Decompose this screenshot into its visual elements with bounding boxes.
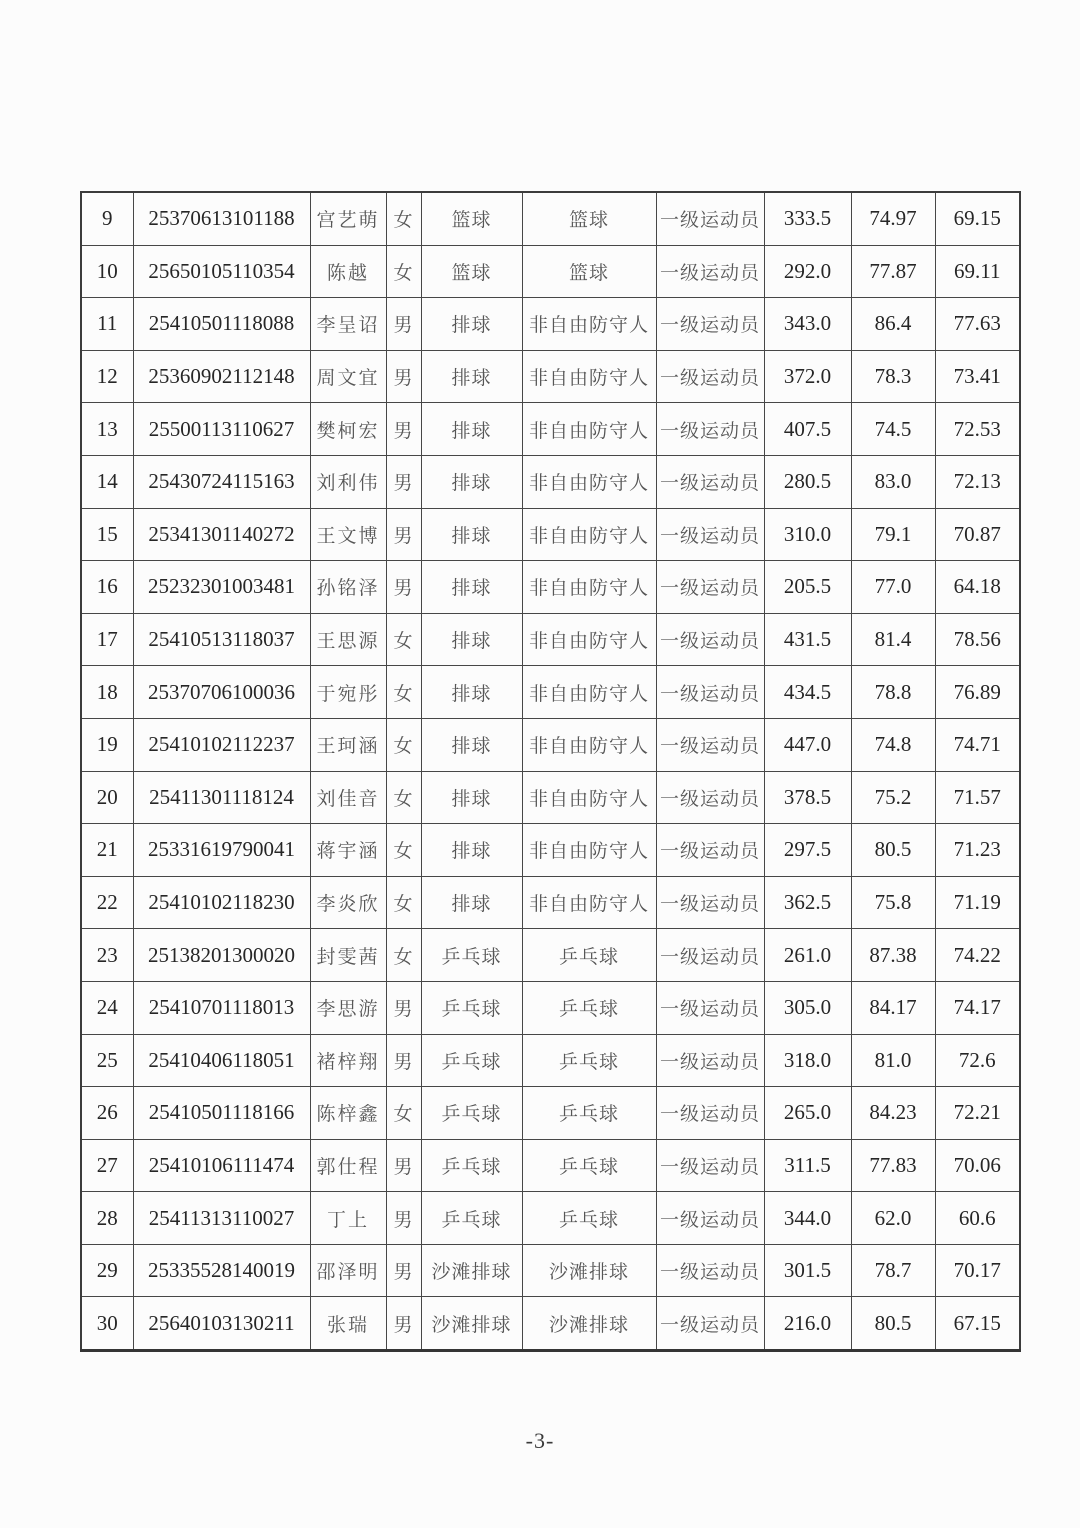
cell-athlete-level: 一级运动员 bbox=[656, 1192, 764, 1245]
cell-row-number: 15 bbox=[81, 508, 133, 561]
cell-score-1: 318.0 bbox=[764, 1034, 851, 1087]
cell-score-3: 71.19 bbox=[935, 876, 1020, 929]
cell-score-3: 71.23 bbox=[935, 824, 1020, 877]
table-row bbox=[81, 824, 1020, 877]
table-row bbox=[81, 192, 1020, 245]
cell-score-3: 72.13 bbox=[935, 455, 1020, 508]
cell-score-2: 86.4 bbox=[851, 298, 935, 351]
cell-row-number: 24 bbox=[81, 981, 133, 1034]
cell-position: 非自由防守人 bbox=[522, 613, 656, 666]
cell-name: 刘佳音 bbox=[310, 771, 386, 824]
cell-row-number: 10 bbox=[81, 245, 133, 298]
cell-sport: 排球 bbox=[421, 824, 522, 877]
cell-sport: 沙滩排球 bbox=[421, 1244, 522, 1297]
cell-athlete-level: 一级运动员 bbox=[656, 1034, 764, 1087]
cell-gender: 男 bbox=[386, 1297, 421, 1351]
cell-athlete-level: 一级运动员 bbox=[656, 508, 764, 561]
cell-position: 沙滩排球 bbox=[522, 1244, 656, 1297]
cell-gender: 女 bbox=[386, 1087, 421, 1140]
cell-athlete-level: 一级运动员 bbox=[656, 718, 764, 771]
table-row bbox=[81, 876, 1020, 929]
cell-row-number: 23 bbox=[81, 929, 133, 982]
table-row bbox=[81, 245, 1020, 298]
cell-score-1: 407.5 bbox=[764, 403, 851, 456]
cell-score-3: 60.6 bbox=[935, 1192, 1020, 1245]
cell-score-1: 378.5 bbox=[764, 771, 851, 824]
cell-position: 乒乓球 bbox=[522, 1034, 656, 1087]
cell-exam-id: 25430724115163 bbox=[133, 455, 310, 508]
cell-exam-id: 25410102118230 bbox=[133, 876, 310, 929]
cell-gender: 男 bbox=[386, 403, 421, 456]
cell-sport: 乒乓球 bbox=[421, 1139, 522, 1192]
cell-score-2: 74.97 bbox=[851, 192, 935, 245]
cell-score-1: 216.0 bbox=[764, 1297, 851, 1351]
cell-row-number: 26 bbox=[81, 1087, 133, 1140]
cell-gender: 男 bbox=[386, 981, 421, 1034]
cell-score-3: 67.15 bbox=[935, 1297, 1020, 1351]
cell-athlete-level: 一级运动员 bbox=[656, 613, 764, 666]
cell-gender: 男 bbox=[386, 298, 421, 351]
cell-score-1: 301.5 bbox=[764, 1244, 851, 1297]
cell-score-3: 64.18 bbox=[935, 561, 1020, 614]
cell-gender: 女 bbox=[386, 718, 421, 771]
cell-score-3: 69.15 bbox=[935, 192, 1020, 245]
cell-athlete-level: 一级运动员 bbox=[656, 929, 764, 982]
cell-score-1: 431.5 bbox=[764, 613, 851, 666]
cell-score-1: 310.0 bbox=[764, 508, 851, 561]
cell-exam-id: 25410501118088 bbox=[133, 298, 310, 351]
cell-exam-id: 25650105110354 bbox=[133, 245, 310, 298]
cell-gender: 女 bbox=[386, 824, 421, 877]
cell-sport: 排球 bbox=[421, 508, 522, 561]
cell-name: 李炎欣 bbox=[310, 876, 386, 929]
cell-gender: 男 bbox=[386, 508, 421, 561]
cell-exam-id: 25500113110627 bbox=[133, 403, 310, 456]
table-row bbox=[81, 403, 1020, 456]
cell-score-2: 80.5 bbox=[851, 824, 935, 877]
cell-name: 孙铭泽 bbox=[310, 561, 386, 614]
cell-score-1: 344.0 bbox=[764, 1192, 851, 1245]
cell-sport: 排球 bbox=[421, 613, 522, 666]
cell-athlete-level: 一级运动员 bbox=[656, 245, 764, 298]
cell-name: 蒋宇涵 bbox=[310, 824, 386, 877]
cell-score-1: 311.5 bbox=[764, 1139, 851, 1192]
cell-score-3: 70.87 bbox=[935, 508, 1020, 561]
cell-athlete-level: 一级运动员 bbox=[656, 403, 764, 456]
cell-score-3: 69.11 bbox=[935, 245, 1020, 298]
cell-athlete-level: 一级运动员 bbox=[656, 561, 764, 614]
cell-row-number: 18 bbox=[81, 666, 133, 719]
athlete-roster-table bbox=[80, 191, 1021, 1352]
cell-position: 非自由防守人 bbox=[522, 298, 656, 351]
cell-position: 乒乓球 bbox=[522, 981, 656, 1034]
cell-row-number: 16 bbox=[81, 561, 133, 614]
cell-score-3: 76.89 bbox=[935, 666, 1020, 719]
cell-exam-id: 25411301118124 bbox=[133, 771, 310, 824]
table-row bbox=[81, 1192, 1020, 1245]
cell-sport: 排球 bbox=[421, 350, 522, 403]
cell-score-1: 447.0 bbox=[764, 718, 851, 771]
cell-name: 褚梓翔 bbox=[310, 1034, 386, 1087]
cell-name: 邵泽明 bbox=[310, 1244, 386, 1297]
cell-sport: 乒乓球 bbox=[421, 981, 522, 1034]
cell-gender: 男 bbox=[386, 455, 421, 508]
cell-row-number: 11 bbox=[81, 298, 133, 351]
cell-score-3: 70.17 bbox=[935, 1244, 1020, 1297]
cell-name: 周文宜 bbox=[310, 350, 386, 403]
cell-score-3: 72.53 bbox=[935, 403, 1020, 456]
cell-score-3: 78.56 bbox=[935, 613, 1020, 666]
cell-position: 非自由防守人 bbox=[522, 561, 656, 614]
table-row bbox=[81, 508, 1020, 561]
cell-sport: 篮球 bbox=[421, 192, 522, 245]
cell-row-number: 25 bbox=[81, 1034, 133, 1087]
cell-gender: 男 bbox=[386, 1034, 421, 1087]
table-row bbox=[81, 1034, 1020, 1087]
cell-name: 樊柯宏 bbox=[310, 403, 386, 456]
cell-sport: 排球 bbox=[421, 666, 522, 719]
cell-name: 王思源 bbox=[310, 613, 386, 666]
cell-gender: 女 bbox=[386, 929, 421, 982]
cell-row-number: 22 bbox=[81, 876, 133, 929]
cell-name: 陈梓鑫 bbox=[310, 1087, 386, 1140]
cell-athlete-level: 一级运动员 bbox=[656, 981, 764, 1034]
cell-row-number: 28 bbox=[81, 1192, 133, 1245]
cell-exam-id: 25410501118166 bbox=[133, 1087, 310, 1140]
cell-sport: 乒乓球 bbox=[421, 1192, 522, 1245]
cell-score-2: 77.0 bbox=[851, 561, 935, 614]
cell-score-2: 81.4 bbox=[851, 613, 935, 666]
table-row bbox=[81, 298, 1020, 351]
cell-exam-id: 25232301003481 bbox=[133, 561, 310, 614]
cell-exam-id: 25410106111474 bbox=[133, 1139, 310, 1192]
cell-exam-id: 25341301140272 bbox=[133, 508, 310, 561]
cell-score-1: 265.0 bbox=[764, 1087, 851, 1140]
cell-exam-id: 25640103130211 bbox=[133, 1297, 310, 1351]
cell-score-1: 261.0 bbox=[764, 929, 851, 982]
cell-row-number: 29 bbox=[81, 1244, 133, 1297]
cell-score-3: 74.17 bbox=[935, 981, 1020, 1034]
cell-sport: 排球 bbox=[421, 561, 522, 614]
cell-score-1: 205.5 bbox=[764, 561, 851, 614]
page-number: -3- bbox=[525, 1428, 555, 1453]
cell-exam-id: 25410102112237 bbox=[133, 718, 310, 771]
cell-exam-id: 25410701118013 bbox=[133, 981, 310, 1034]
cell-athlete-level: 一级运动员 bbox=[656, 1139, 764, 1192]
cell-row-number: 21 bbox=[81, 824, 133, 877]
cell-position: 篮球 bbox=[522, 245, 656, 298]
cell-score-2: 75.8 bbox=[851, 876, 935, 929]
cell-name: 刘利伟 bbox=[310, 455, 386, 508]
cell-athlete-level: 一级运动员 bbox=[656, 1244, 764, 1297]
cell-gender: 女 bbox=[386, 771, 421, 824]
table-row bbox=[81, 981, 1020, 1034]
cell-score-1: 434.5 bbox=[764, 666, 851, 719]
cell-gender: 男 bbox=[386, 1244, 421, 1297]
cell-position: 乒乓球 bbox=[522, 1087, 656, 1140]
cell-row-number: 14 bbox=[81, 455, 133, 508]
cell-row-number: 9 bbox=[81, 192, 133, 245]
table-row bbox=[81, 613, 1020, 666]
table-row bbox=[81, 350, 1020, 403]
cell-score-1: 292.0 bbox=[764, 245, 851, 298]
cell-athlete-level: 一级运动员 bbox=[656, 455, 764, 508]
cell-name: 宫艺萌 bbox=[310, 192, 386, 245]
cell-position: 乒乓球 bbox=[522, 1139, 656, 1192]
cell-score-2: 79.1 bbox=[851, 508, 935, 561]
table-row bbox=[81, 455, 1020, 508]
table-row bbox=[81, 718, 1020, 771]
table-row bbox=[81, 771, 1020, 824]
cell-name: 张瑞 bbox=[310, 1297, 386, 1351]
cell-position: 沙滩排球 bbox=[522, 1297, 656, 1351]
cell-athlete-level: 一级运动员 bbox=[656, 876, 764, 929]
cell-row-number: 13 bbox=[81, 403, 133, 456]
cell-position: 非自由防守人 bbox=[522, 508, 656, 561]
cell-sport: 排球 bbox=[421, 718, 522, 771]
cell-row-number: 17 bbox=[81, 613, 133, 666]
table-row bbox=[81, 1297, 1020, 1351]
cell-score-2: 84.17 bbox=[851, 981, 935, 1034]
cell-position: 非自由防守人 bbox=[522, 666, 656, 719]
cell-score-1: 362.5 bbox=[764, 876, 851, 929]
cell-athlete-level: 一级运动员 bbox=[656, 350, 764, 403]
cell-gender: 女 bbox=[386, 192, 421, 245]
cell-score-2: 78.8 bbox=[851, 666, 935, 719]
cell-score-2: 75.2 bbox=[851, 771, 935, 824]
cell-score-1: 333.5 bbox=[764, 192, 851, 245]
cell-position: 非自由防守人 bbox=[522, 350, 656, 403]
cell-name: 丁上 bbox=[310, 1192, 386, 1245]
cell-sport: 沙滩排球 bbox=[421, 1297, 522, 1351]
cell-gender: 女 bbox=[386, 876, 421, 929]
cell-position: 非自由防守人 bbox=[522, 824, 656, 877]
cell-position: 非自由防守人 bbox=[522, 403, 656, 456]
cell-position: 非自由防守人 bbox=[522, 718, 656, 771]
cell-score-2: 78.7 bbox=[851, 1244, 935, 1297]
cell-name: 李呈诏 bbox=[310, 298, 386, 351]
cell-score-3: 72.6 bbox=[935, 1034, 1020, 1087]
cell-score-2: 77.87 bbox=[851, 245, 935, 298]
cell-position: 非自由防守人 bbox=[522, 455, 656, 508]
cell-sport: 乒乓球 bbox=[421, 1087, 522, 1140]
cell-athlete-level: 一级运动员 bbox=[656, 771, 764, 824]
cell-name: 封雯茜 bbox=[310, 929, 386, 982]
cell-row-number: 19 bbox=[81, 718, 133, 771]
cell-score-3: 74.22 bbox=[935, 929, 1020, 982]
cell-sport: 乒乓球 bbox=[421, 929, 522, 982]
cell-row-number: 27 bbox=[81, 1139, 133, 1192]
table-row bbox=[81, 1244, 1020, 1297]
cell-gender: 男 bbox=[386, 561, 421, 614]
cell-row-number: 12 bbox=[81, 350, 133, 403]
cell-exam-id: 25331619790041 bbox=[133, 824, 310, 877]
cell-score-3: 70.06 bbox=[935, 1139, 1020, 1192]
cell-athlete-level: 一级运动员 bbox=[656, 1297, 764, 1351]
cell-score-3: 74.71 bbox=[935, 718, 1020, 771]
table-body bbox=[81, 192, 1020, 1351]
cell-sport: 篮球 bbox=[421, 245, 522, 298]
cell-name: 王珂涵 bbox=[310, 718, 386, 771]
cell-name: 李思游 bbox=[310, 981, 386, 1034]
cell-row-number: 20 bbox=[81, 771, 133, 824]
cell-score-3: 72.21 bbox=[935, 1087, 1020, 1140]
cell-score-2: 62.0 bbox=[851, 1192, 935, 1245]
cell-position: 非自由防守人 bbox=[522, 876, 656, 929]
cell-score-2: 77.83 bbox=[851, 1139, 935, 1192]
cell-athlete-level: 一级运动员 bbox=[656, 1087, 764, 1140]
cell-score-3: 73.41 bbox=[935, 350, 1020, 403]
cell-score-2: 74.5 bbox=[851, 403, 935, 456]
cell-score-1: 297.5 bbox=[764, 824, 851, 877]
table-row bbox=[81, 1139, 1020, 1192]
cell-exam-id: 25410406118051 bbox=[133, 1034, 310, 1087]
cell-athlete-level: 一级运动员 bbox=[656, 298, 764, 351]
cell-position: 乒乓球 bbox=[522, 1192, 656, 1245]
cell-position: 非自由防守人 bbox=[522, 771, 656, 824]
cell-exam-id: 25360902112148 bbox=[133, 350, 310, 403]
cell-score-2: 78.3 bbox=[851, 350, 935, 403]
cell-row-number: 30 bbox=[81, 1297, 133, 1351]
table-row bbox=[81, 929, 1020, 982]
cell-sport: 排球 bbox=[421, 455, 522, 508]
cell-exam-id: 25335528140019 bbox=[133, 1244, 310, 1297]
cell-name: 于宛彤 bbox=[310, 666, 386, 719]
cell-gender: 男 bbox=[386, 1139, 421, 1192]
table-row bbox=[81, 1087, 1020, 1140]
cell-score-1: 305.0 bbox=[764, 981, 851, 1034]
cell-sport: 排球 bbox=[421, 771, 522, 824]
cell-exam-id: 25370613101188 bbox=[133, 192, 310, 245]
cell-score-2: 87.38 bbox=[851, 929, 935, 982]
table-row bbox=[81, 561, 1020, 614]
cell-name: 王文博 bbox=[310, 508, 386, 561]
cell-exam-id: 25370706100036 bbox=[133, 666, 310, 719]
cell-sport: 排球 bbox=[421, 876, 522, 929]
cell-score-2: 80.5 bbox=[851, 1297, 935, 1351]
cell-exam-id: 25410513118037 bbox=[133, 613, 310, 666]
cell-name: 郭仕程 bbox=[310, 1139, 386, 1192]
cell-gender: 女 bbox=[386, 245, 421, 298]
cell-score-2: 74.8 bbox=[851, 718, 935, 771]
cell-name: 陈越 bbox=[310, 245, 386, 298]
cell-athlete-level: 一级运动员 bbox=[656, 192, 764, 245]
cell-score-1: 280.5 bbox=[764, 455, 851, 508]
cell-score-2: 83.0 bbox=[851, 455, 935, 508]
cell-athlete-level: 一级运动员 bbox=[656, 824, 764, 877]
cell-sport: 乒乓球 bbox=[421, 1034, 522, 1087]
cell-position: 乒乓球 bbox=[522, 929, 656, 982]
cell-gender: 男 bbox=[386, 350, 421, 403]
cell-sport: 排球 bbox=[421, 403, 522, 456]
cell-score-3: 71.57 bbox=[935, 771, 1020, 824]
cell-position: 篮球 bbox=[522, 192, 656, 245]
cell-sport: 排球 bbox=[421, 298, 522, 351]
cell-gender: 男 bbox=[386, 1192, 421, 1245]
table-row bbox=[81, 666, 1020, 719]
cell-gender: 女 bbox=[386, 666, 421, 719]
cell-score-1: 343.0 bbox=[764, 298, 851, 351]
cell-score-1: 372.0 bbox=[764, 350, 851, 403]
cell-exam-id: 25138201300020 bbox=[133, 929, 310, 982]
cell-exam-id: 25411313110027 bbox=[133, 1192, 310, 1245]
cell-score-3: 77.63 bbox=[935, 298, 1020, 351]
cell-gender: 女 bbox=[386, 613, 421, 666]
cell-score-2: 84.23 bbox=[851, 1087, 935, 1140]
cell-athlete-level: 一级运动员 bbox=[656, 666, 764, 719]
cell-score-2: 81.0 bbox=[851, 1034, 935, 1087]
